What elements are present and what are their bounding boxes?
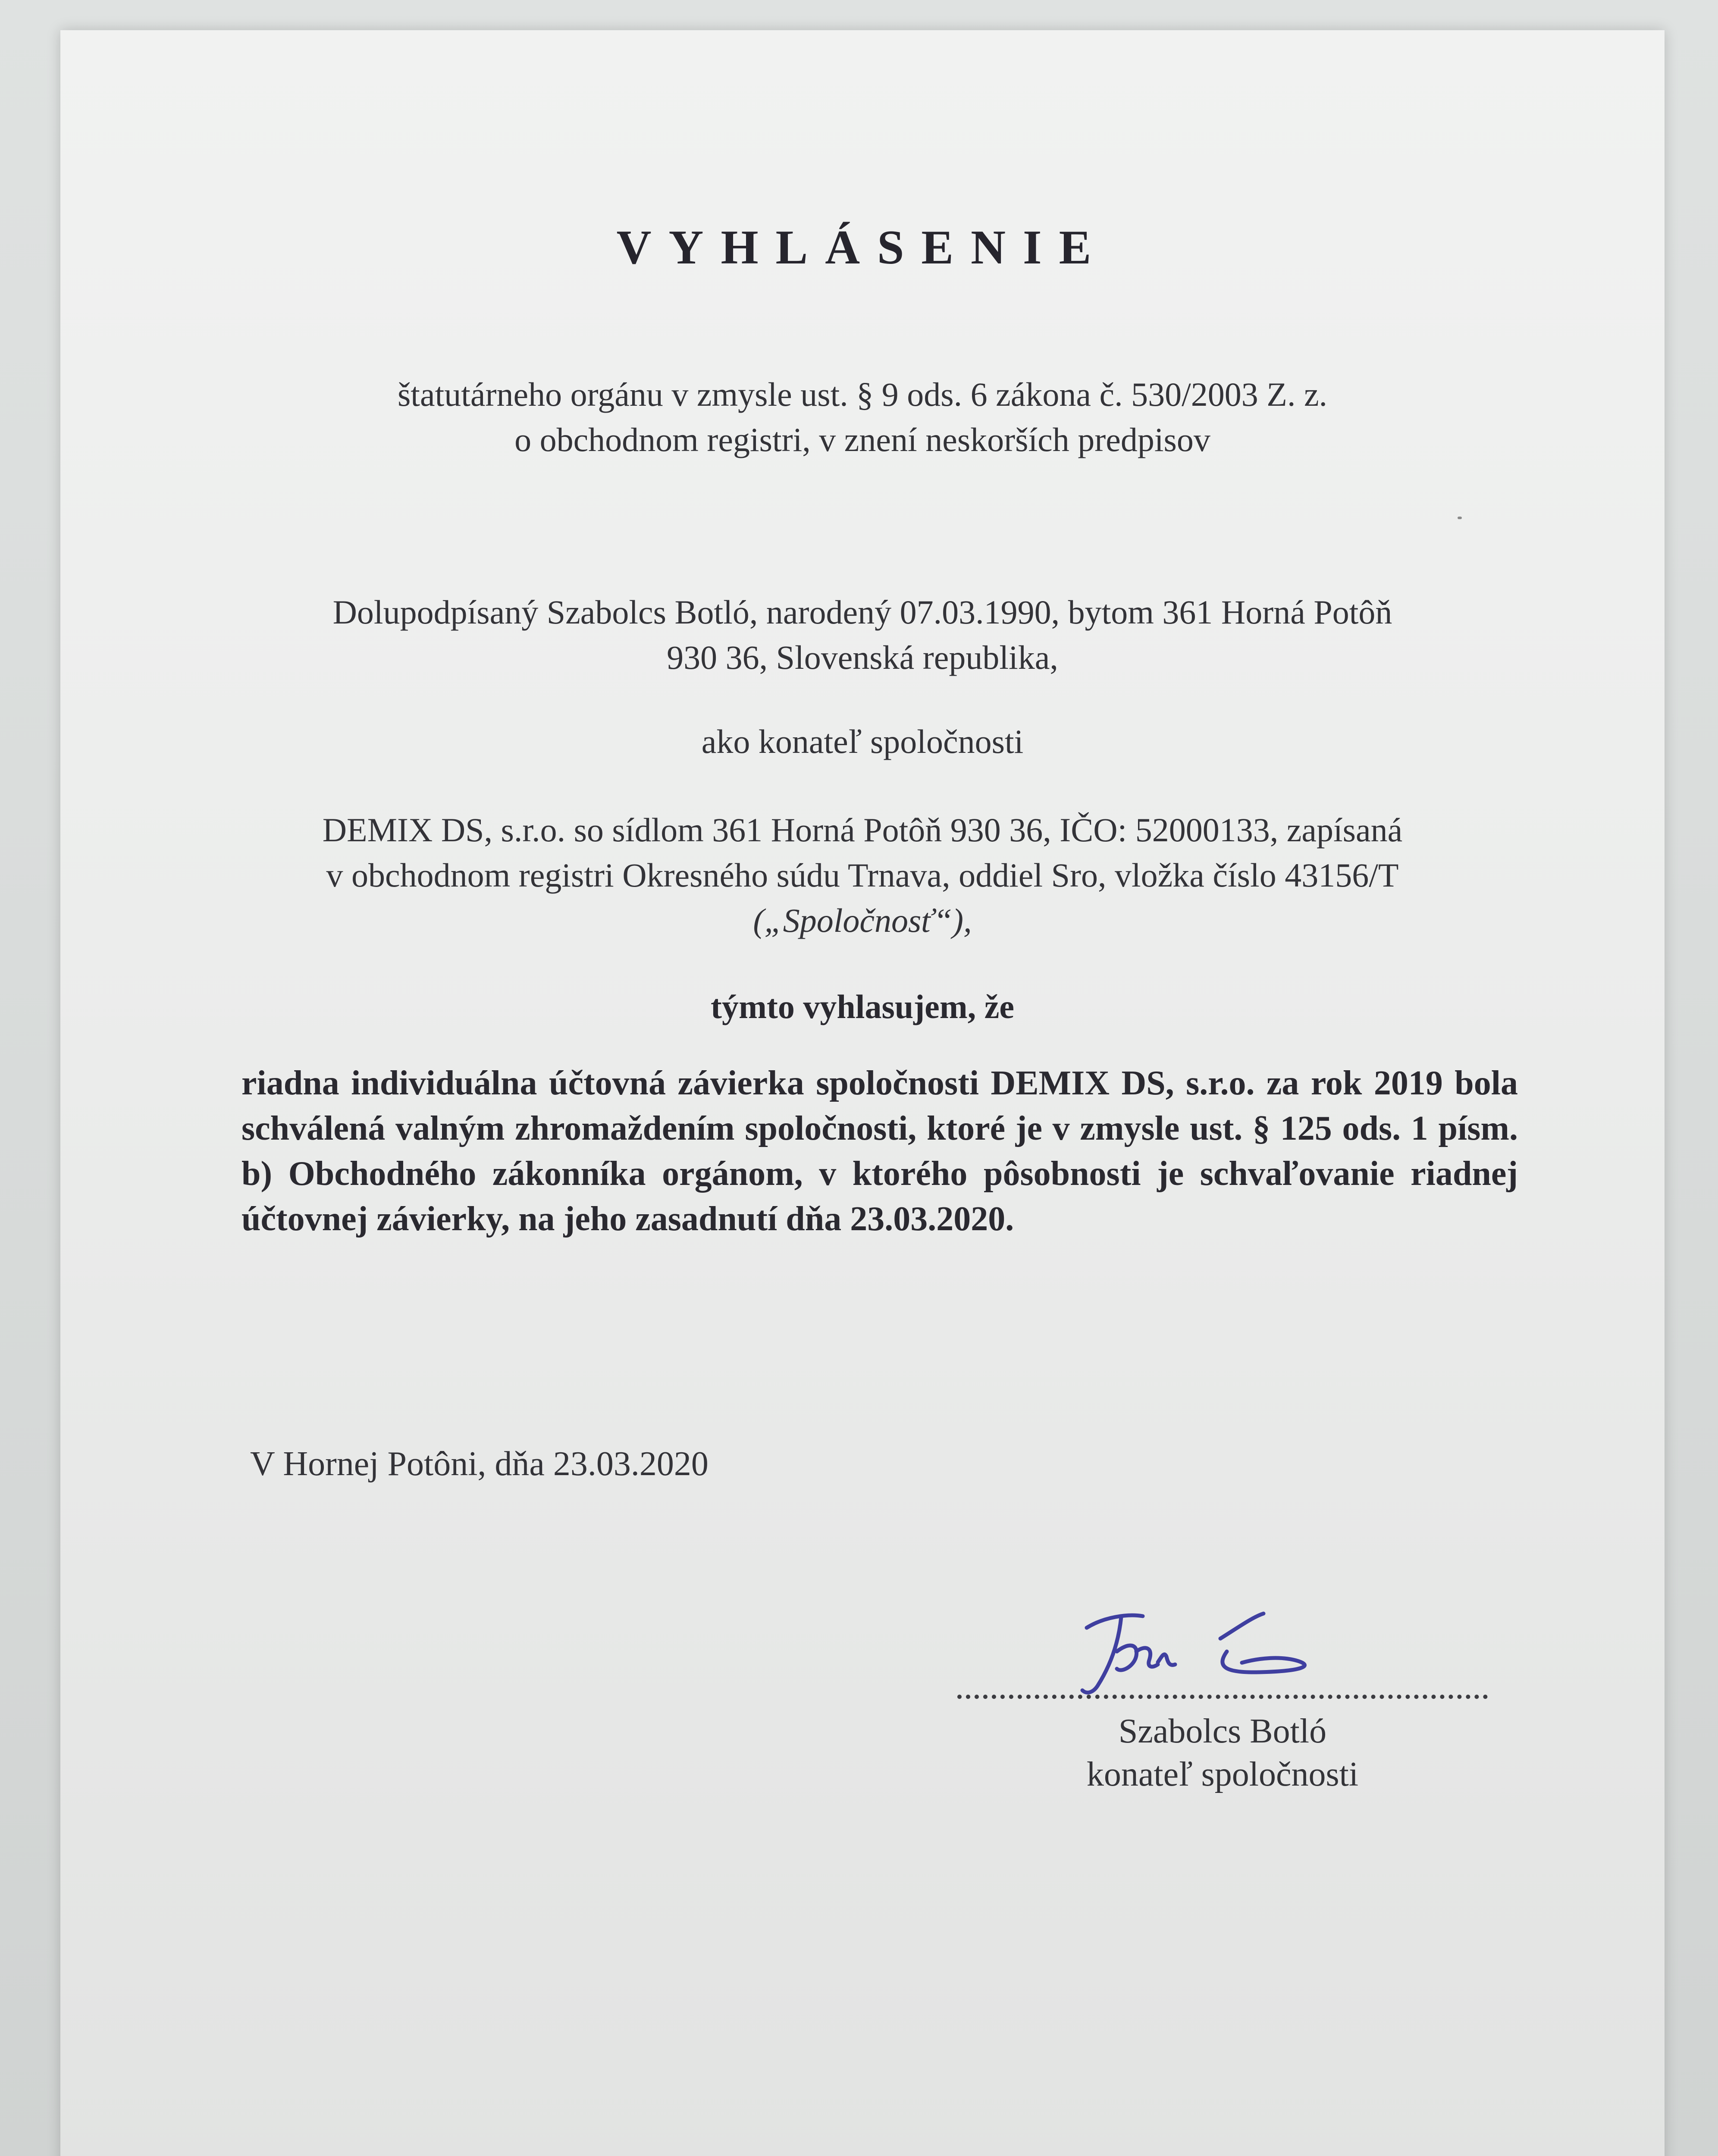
place-and-date: V Hornej Potôni, dňa 23.03.2020 <box>250 1445 709 1483</box>
signatory-name: Szabolcs Botló <box>1118 1712 1327 1750</box>
company-line-1: DEMIX DS, s.r.o. so sídlom 361 Horná Potôň 930 36, IČO: 52000133, zapísaná <box>322 811 1403 849</box>
declaration-paragraph: riadna individuálna účtovná závierka spoločnosti DEMIX DS, s.r.o. za rok 2019 bola schválená valným zhromaždením spoločnosti, ktoré je v zmysle ust. § 125 ods. 1 písm. b) Obchodného zákonníka orgánom, v ktorého pôsobnosti je schvaľovanie riadnej účtovnej závierky, na jeho zasadnutí dňa 23.03.2020. <box>241 1064 1518 1238</box>
person-line-1: Dolupodpísaný Szabolcs Botló, narodený 07.03.1990, bytom 361 Horná Potôň <box>332 593 1392 631</box>
subtitle-line-2: o obchodnom registri, v znení neskorších predpisov <box>514 421 1210 458</box>
declare-line: týmto vyhlasujem, že <box>710 988 1015 1025</box>
paper-speck <box>1458 517 1462 519</box>
document-page <box>60 30 1665 2156</box>
person-line-2: 930 36, Slovenská republika, <box>667 639 1058 676</box>
signatory-role: konateľ spoločnosti <box>1086 1755 1359 1793</box>
document-title: VYHLÁSENIE <box>616 221 1109 274</box>
signature-dotted-line <box>957 1695 1488 1699</box>
role-line: ako konateľ spoločnosti <box>701 723 1024 760</box>
signature-block <box>957 1587 1544 1811</box>
company-line-2: v obchodnom registri Okresného súdu Trnava, oddiel Sro, vložka číslo 43156/T <box>326 856 1399 894</box>
company-alias: („Spoločnosť“), <box>753 902 972 939</box>
subtitle-line-1: štatutárneho orgánu v zmysle ust. § 9 ods. 6 zákona č. 530/2003 Z. z. <box>397 376 1328 413</box>
